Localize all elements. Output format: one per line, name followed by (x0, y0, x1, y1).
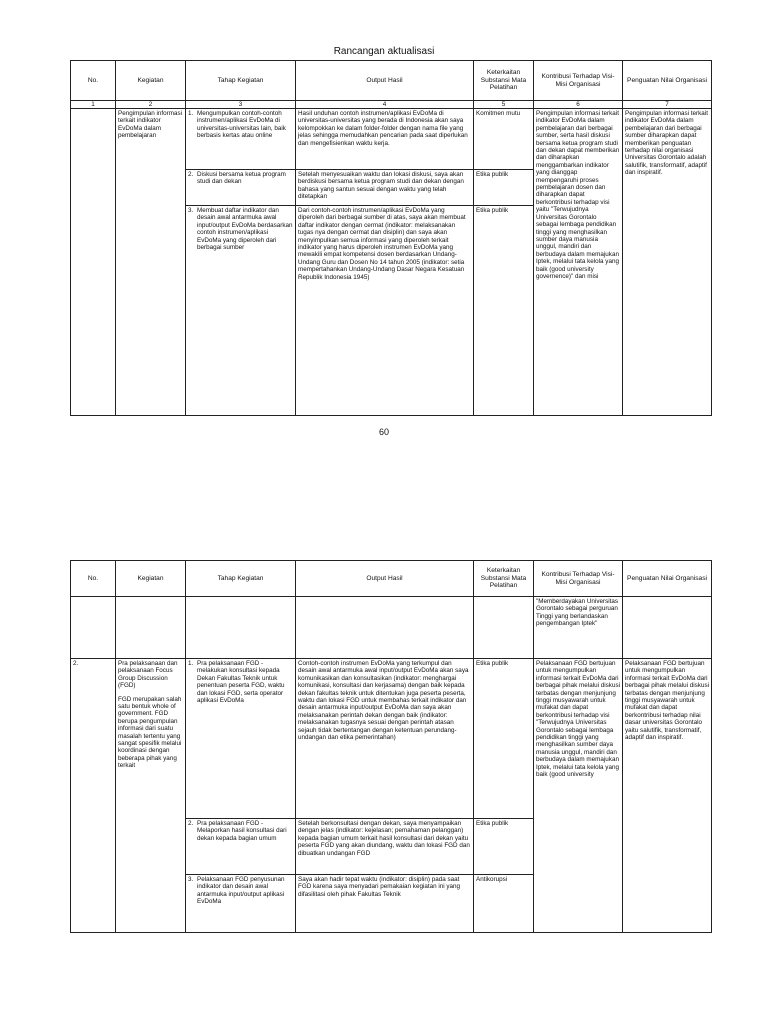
output-cell: Setelah berkonsultasi dengan dekan, saya menyampaikan dengan jelas (indikator: kejelasan; pemahaman pelanggan) kepada bagian umum terkait hasil konsultasi dari dekan yaitu peserta FGD yang akan diundang, waktu dan lokasi FGD dan dibuatkan undangan FGD (296, 819, 474, 875)
header-keterkaitan: Keterkaitan Substansi Mata Pelatihan (474, 561, 534, 597)
header-keterkaitan: Keterkaitan Substansi Mata Pelatihan (474, 61, 534, 101)
header-kontribusi: Kontribusi Terhadap Visi-Misi Organisasi (534, 561, 623, 597)
empty-cell (296, 597, 474, 659)
header-kontribusi: Kontribusi Terhadap Visi-Misi Organisasi (534, 61, 623, 101)
step-number: 3. (188, 207, 194, 214)
col-number: 7 (623, 101, 712, 109)
col-number: 4 (296, 101, 474, 109)
empty-cell (623, 597, 712, 659)
keterkaitan-cell: Antikorupsi (474, 875, 534, 933)
header-penguatan: Penguatan Nilai Organisasi (623, 61, 712, 101)
empty-cell (186, 597, 296, 659)
step-text: Membuat daftar indikator dan desain awal antarmuka awal input/output EvDoMa berdasarkan contoh instrumen/aplikasi EvDoMa yang diperoleh dari berbagai sumber (197, 207, 293, 252)
header-no: No. (71, 61, 116, 101)
kontribusi-cell: Pengimpulan informasi terkait indikator EvDoMa dalam pembelajaran dari berbagai sumber, serta hasil diskusi bersama ketua program studi dan dekan dapat memberikan dan diharapkan menggambarkan indikator yang dianggap mempengaruhi proses pembelajaran dosen dan diharapkan dapat berkontribusi terhadap visi yaitu "Terwujudnya Universitas Gorontalo sebagai lembaga pendidikan tinggi yang menghasilkan sumber daya manusia unggul, mandiri dan berbudaya dalam memajukan Iptek, melalui tata kelola yang baik (good university governence)" dan misi (534, 109, 623, 416)
step-text: Mengumpulkan contoh-contoh instrumen/aplikasi EvDoMa di universitas-universitas lain, baik berbasis kertas atau online (197, 110, 286, 140)
header-tahap-kegiatan: Tahap Kegiatan (186, 61, 296, 101)
header-output-hasil: Output Hasil (296, 61, 474, 101)
output-cell: Saya akan hadir tepat waktu (indikator: disiplin) pada saat FGD karena saya menyadari pemakaian kegiatan ini yang difasilitasi oleh pihak Fakultas Teknik (296, 875, 474, 933)
penguatan-cell: Pengimpulan informasi terkait indikator EvDoMa dalam pembelajaran dari berbagai sumber diharapkan dapat memberikan penguatan terhadap nilai organisasi Universitas Gorontalo adalah salutifik, transformatif, adaptif dan inspiratif. (623, 109, 712, 416)
header-no: No. (71, 561, 116, 597)
kontribusi-cell: Pelaksanaan FGD bertujuan untuk mengumpulkan informasi terkait EvDoMa dari berbagai pihak melalui diskusi terbatas dengan menjunjung tinggi musyawarah untuk mufakat dan dapat berkontribusi terhadap visi "Terwujudnya Universitas Gorontalo sebagai lembaga pendidikan tinggi yang menghasilkan sumber daya manusia unggul, mandiri dan berbudaya dalam memajukan Iptek, melalui tata kelola yang baik (good university (534, 659, 623, 933)
tahap-cell (186, 659, 296, 819)
document-title: Rancangan aktualisasi (333, 46, 435, 57)
row-number: 2. (71, 659, 116, 933)
tahap-cell (186, 819, 296, 875)
step-number: 1. (188, 110, 194, 117)
step-number: 2. (188, 820, 194, 827)
step-text: Pra pelaksanaan FGD - melakukan konsultasi kepada Dekan Fakultas Teknik untuk penentuan peserta FGD, waktu dan lokasi FGD, serta operator aplikasi EvDoMa (197, 660, 285, 705)
keterkaitan-cell: Etika publik (474, 819, 534, 875)
col-number: 1 (71, 101, 116, 109)
tahap-cell (186, 875, 296, 933)
table-row (71, 597, 712, 659)
empty-cell (71, 597, 116, 659)
keterkaitan-cell: Komitmen mutu (474, 109, 534, 170)
step-number: 2. (188, 171, 194, 178)
header-penguatan: Penguatan Nilai Organisasi (623, 561, 712, 597)
step-number: 3. (188, 876, 194, 883)
tahap-cell (186, 109, 296, 170)
table-row (71, 659, 712, 819)
kegiatan-text: Pra pelaksanaan dan pelaksanaan Focus Group Discussion (FGD) (118, 660, 178, 690)
output-cell: Dari contoh-contoh instrumen/aplikasi EvDoMa yang diperoleh dari berbagai sumber di atas, saya akan membuat daftar indikator dengan cermat (indikator: melaksanakan tugas nya dengan cermat dan disiplin) dan saya akan menyimpulkan semua informasi yang diperoleh terkait indikator yang harus diperoleh instrumen EvDoMa yang mewakili empat kompetensi dosen berdasarkan Undang-Undang Guru dan Dosen No 14 tahun 2005 (indikator: setia mempertahankan Undang-Undang Dasar Negara Kesatuan Republik Indonesia 1945) (296, 206, 474, 416)
step-text: Diskusi bersama ketua program studi dan dekan (197, 171, 286, 186)
keterkaitan-cell: Etika publik (474, 170, 534, 206)
col-number: 6 (534, 101, 623, 109)
col-number: 2 (116, 101, 186, 109)
step-text: Pelaksanaan FGD penyusunan indikator dan desain awal antarmuka input/output aplikasi EvDoMa (197, 876, 285, 906)
header-kegiatan: Kegiatan (116, 61, 186, 101)
tahap-cell (186, 206, 296, 416)
step-text: Pra pelaksanaan FGD - Melaporkan hasil konsultasi dari dekan kepada bagian umum (197, 820, 287, 842)
keterkaitan-cell: Etika publik (474, 659, 534, 819)
kegiatan-cell: Pengimpulan informasi terkait indikator EvDoMa dalam pembelajaran (116, 109, 186, 416)
step-number: 1. (188, 660, 194, 667)
empty-cell (474, 597, 534, 659)
kontribusi-cell: "Memberdayakan Universitas Gorontalo sebagai perguruan Tinggi yang berlandaskan pengembangan Iptek" (534, 597, 623, 659)
activity-plan-table-2 (70, 560, 712, 933)
header-tahap-kegiatan: Tahap Kegiatan (186, 561, 296, 597)
col-number: 3 (186, 101, 296, 109)
tahap-cell (186, 170, 296, 206)
col-number: 5 (474, 101, 534, 109)
activity-plan-table-1 (70, 60, 712, 416)
empty-cell (116, 597, 186, 659)
header-output-hasil: Output Hasil (296, 561, 474, 597)
output-cell: Setelah menyesuaikan waktu dan lokasi diskusi, saya akan berdiskusi bersama ketua program studi dan dekan dengan bahasa yang santun sesuai dengan waktu yang telah ditetapkan (296, 170, 474, 206)
page-number: 60 (378, 427, 389, 437)
table-row (71, 109, 712, 170)
header-kegiatan: Kegiatan (116, 561, 186, 597)
output-cell: Hasil unduhan contoh instrumen/aplikasi EvDoMa di universitas-universitas yang berada di Indonesia akan saya kelompokkan ke dalam folder-folder dengan nama file yang jelas sehingga memudahkan pencarian pada saat diperlukan dan mengefisienkan waktu kerja. (296, 109, 474, 170)
output-cell: Contoh-contoh instrumen EvDoMa yang terkumpul dan desain awal antarmuka awal input/output EvDoMa akan saya komunikasikan dan konsultasikan (indikator: menghargai komunikasi, konsultasi dan kerjasama) dengan baik kepada dekan fakultas teknik untuk ditentukan juga peserta peserta, waktu dan lokasi FGD untuk membahas terkait indikator dan desain antarmuka input/output EvDoMa dan saya akan melaksanakan perintah dekan dengan baik (indikator: melaksanakan tugasnya sesuai dengan perintah atasan sejauh tidak bertentangan dengan ketentuan perundang-undangan dan etika pemerintahan) (296, 659, 474, 819)
kegiatan-note: FGD merupakan salah satu bentuk whole of government. FGD berupa pengumpulan informasi dari suatu masalah tertentu yang sangat spesifik melalui koordinasi dengan beberapa pihak yang terkait (118, 695, 182, 770)
kegiatan-cell (116, 659, 186, 933)
penguatan-cell: Pelaksanaan FGD bertujuan untuk mengumpulkan informasi terkait EvDoMa dari berbagai pihak melalui diskusi terbatas dengan menjunjung tinggi musyawarah untuk mufakat dan dapat berkontribusi terhadap nilai dasar universitas Gorontalo yaitu salutifik, transformatif, adaptif dan inspiratif. (623, 659, 712, 933)
keterkaitan-cell: Etika publik (474, 206, 534, 416)
row-number (71, 109, 116, 416)
